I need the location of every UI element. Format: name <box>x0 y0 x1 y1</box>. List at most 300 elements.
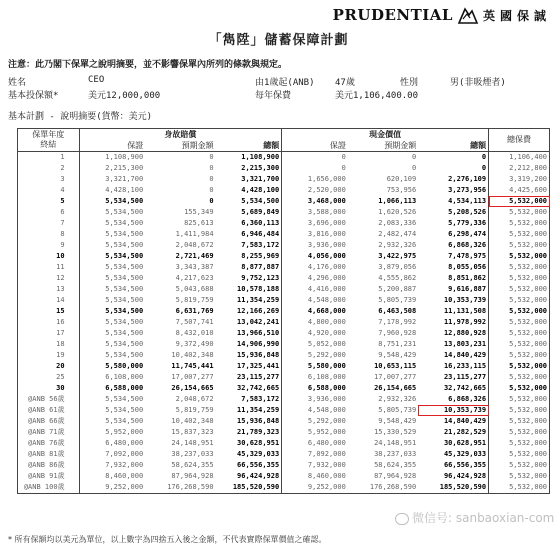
death-total: 8,255,969 <box>216 251 282 262</box>
death-projected: 0 <box>209 164 214 172</box>
row-year: 5 <box>18 196 80 207</box>
total-premium: 5,532,000 <box>489 449 550 460</box>
cash-total: 0 <box>418 163 488 174</box>
row-year: @ANB 81歲 <box>18 449 80 460</box>
death-total: 11,354,259 <box>216 405 282 416</box>
death-total: 2,215,300 <box>216 163 282 174</box>
watermark <box>395 509 554 526</box>
cash-projected: 9,548,429 <box>378 351 417 359</box>
table-row <box>18 394 550 405</box>
death-projected: 15,837,323 <box>171 428 214 436</box>
cash-guaranteed: 4,176,000 <box>307 263 346 271</box>
table-row <box>18 229 550 240</box>
row-year: 4 <box>18 185 80 196</box>
cash-projected: 2,482,474 <box>378 230 417 238</box>
cash-guaranteed: 6,480,000 <box>307 439 346 447</box>
cash-guaranteed: 3,696,000 <box>307 219 346 227</box>
cash-projected: 24,148,951 <box>374 439 417 447</box>
total-premium: 5,532,000 <box>489 427 550 438</box>
row-year: 8 <box>18 229 80 240</box>
sub-header-guaranteed: 保證 <box>79 140 145 152</box>
total-premium: 5,532,000 <box>489 295 550 306</box>
cash-total: 11,131,508 <box>418 306 488 317</box>
death-total: 185,520,590 <box>216 482 282 494</box>
cash-guaranteed: 5,052,000 <box>307 340 346 348</box>
death-total: 96,424,928 <box>216 471 282 482</box>
death-guaranteed: 5,534,500 <box>105 307 144 315</box>
table-row <box>18 163 550 174</box>
table-row <box>18 339 550 350</box>
total-premium: 5,532,000 <box>489 383 550 394</box>
total-premium: 5,532,000 <box>489 273 550 284</box>
cash-total: 10,353,739 <box>418 405 488 416</box>
cash-guaranteed: 3,468,000 <box>307 197 346 205</box>
section-title: 基本計劃 - 說明摘要(貨幣：美元) <box>8 112 153 122</box>
cash-projected: 5,200,887 <box>378 285 417 293</box>
death-projected: 10,402,348 <box>171 351 214 359</box>
footnote: * 所有保額均以美元為單位，以上數字為四捨五入後之金額，不代表實際保單價值之確認。 <box>8 535 327 544</box>
death-total: 3,321,700 <box>216 174 282 185</box>
row-year: 16 <box>18 317 80 328</box>
table-row <box>18 438 550 449</box>
death-projected: 5,819,759 <box>175 406 214 414</box>
total-premium: 5,532,000 <box>489 240 550 251</box>
sub-header-projected: 預期金額 <box>145 140 215 152</box>
death-projected: 26,154,665 <box>171 384 214 392</box>
row-year: @ANB 86歲 <box>18 460 80 471</box>
death-total: 14,906,990 <box>216 339 282 350</box>
total-premium: 5,532,000 <box>489 218 550 229</box>
death-projected: 0 <box>209 153 214 161</box>
death-guaranteed: 5,534,500 <box>105 241 144 249</box>
death-projected: 5,819,759 <box>175 296 214 304</box>
cash-projected: 3,879,056 <box>378 263 417 271</box>
cash-total: 0 <box>418 152 488 164</box>
row-year: 15 <box>18 306 80 317</box>
row-year: 2 <box>18 163 80 174</box>
death-projected: 10,402,348 <box>171 417 214 425</box>
death-total: 4,428,100 <box>216 185 282 196</box>
cash-projected: 6,463,508 <box>378 307 417 315</box>
death-projected: 0 <box>209 175 214 183</box>
age-value: 47歲 <box>335 78 355 88</box>
death-projected: 8,432,010 <box>175 329 214 337</box>
cash-total: 21,282,529 <box>418 427 488 438</box>
cash-total: 6,868,326 <box>418 240 488 251</box>
table-row <box>18 449 550 460</box>
row-year: 10 <box>18 251 80 262</box>
table-row <box>18 427 550 438</box>
death-guaranteed: 2,215,300 <box>105 164 144 172</box>
death-guaranteed: 7,932,000 <box>105 461 144 469</box>
cash-total: 8,851,862 <box>418 273 488 284</box>
death-total: 6,360,113 <box>216 218 282 229</box>
table-body <box>18 152 550 494</box>
row-year: 1 <box>18 152 80 164</box>
death-projected: 9,372,490 <box>175 340 214 348</box>
total-premium: 5,532,000 <box>489 405 550 416</box>
row-year: 25 <box>18 372 80 383</box>
cash-total: 7,478,975 <box>418 251 488 262</box>
cash-guaranteed: 3,936,000 <box>307 241 346 249</box>
cash-projected: 1,620,526 <box>378 208 417 216</box>
cash-guaranteed: 2,520,000 <box>307 186 346 194</box>
sub-header-total: 總額 <box>418 140 488 152</box>
total-premium: 5,532,000 <box>489 284 550 295</box>
death-total: 5,689,849 <box>216 207 282 218</box>
cash-total: 12,880,928 <box>418 328 488 339</box>
cash-total: 9,616,887 <box>418 284 488 295</box>
death-guaranteed: 8,460,000 <box>105 472 144 480</box>
cash-total: 6,298,474 <box>418 229 488 240</box>
total-premium: 5,532,000 <box>489 229 550 240</box>
total-premium: 5,532,000 <box>489 438 550 449</box>
death-projected: 2,721,469 <box>175 252 214 260</box>
death-total: 1,108,900 <box>216 152 282 164</box>
death-total: 6,946,484 <box>216 229 282 240</box>
row-year: @ANB 66歲 <box>18 416 80 427</box>
brand-name-en: PRUDENTIAL <box>332 6 453 24</box>
death-total: 8,877,887 <box>216 262 282 273</box>
death-total: 7,583,172 <box>216 394 282 405</box>
page-title: 「雋陞」儲蓄保障計劃 <box>208 33 349 48</box>
death-projected: 155,349 <box>184 208 214 216</box>
death-total: 13,966,510 <box>216 328 282 339</box>
death-projected: 0 <box>209 186 214 194</box>
death-guaranteed: 5,534,500 <box>105 406 144 414</box>
cash-guaranteed: 4,548,000 <box>307 406 346 414</box>
death-guaranteed: 5,534,500 <box>105 417 144 425</box>
death-guaranteed: 9,252,000 <box>79 482 145 494</box>
cash-total: 13,803,231 <box>418 339 488 350</box>
death-projected: 1,411,984 <box>175 230 214 238</box>
death-total: 13,042,241 <box>216 317 282 328</box>
table-row <box>18 460 550 471</box>
cash-projected: 0 <box>412 153 417 161</box>
cash-guaranteed: 3,816,000 <box>307 230 346 238</box>
table-row <box>18 185 550 196</box>
sex-label: 性別 <box>400 78 419 88</box>
table-row <box>18 416 550 427</box>
total-premium: 5,532,000 <box>489 306 550 317</box>
death-guaranteed: 5,952,000 <box>105 428 144 436</box>
row-year: 30 <box>18 383 80 394</box>
death-projected: 176,268,590 <box>145 482 215 494</box>
cash-projected: 58,624,355 <box>374 461 417 469</box>
cash-projected: 176,268,590 <box>348 482 418 494</box>
cash-guaranteed: 4,548,000 <box>307 296 346 304</box>
death-total: 32,742,665 <box>216 383 282 394</box>
row-year: 17 <box>18 328 80 339</box>
prudential-rock-logo-icon <box>457 5 479 25</box>
death-projected: 11,745,441 <box>171 362 214 370</box>
table-row <box>18 405 550 416</box>
cash-projected: 2,932,326 <box>378 395 417 403</box>
cash-total: 14,840,429 <box>418 416 488 427</box>
death-guaranteed: 5,534,500 <box>105 274 144 282</box>
cash-total: 2,276,109 <box>418 174 488 185</box>
cash-projected: 10,653,115 <box>374 362 417 370</box>
table-row <box>18 471 550 482</box>
brand-header <box>333 4 551 26</box>
cash-guaranteed: 5,952,000 <box>307 428 346 436</box>
death-projected: 3,343,387 <box>175 263 214 271</box>
death-projected: 38,237,033 <box>171 450 214 458</box>
cash-total: 66,556,355 <box>418 460 488 471</box>
cash-projected: 2,932,326 <box>378 241 417 249</box>
row-year: 9 <box>18 240 80 251</box>
death-guaranteed: 5,534,500 <box>105 263 144 271</box>
cash-projected: 753,956 <box>386 186 417 194</box>
cash-guaranteed: 4,056,000 <box>307 252 346 260</box>
total-premium: 5,532,000 <box>489 328 550 339</box>
death-projected: 0 <box>209 197 214 205</box>
cash-guaranteed: 3,588,000 <box>307 208 346 216</box>
cash-guaranteed: 5,292,000 <box>307 351 346 359</box>
death-total: 10,578,188 <box>216 284 282 295</box>
table-row <box>18 482 550 494</box>
death-total: 45,329,033 <box>216 449 282 460</box>
cash-projected: 87,964,928 <box>374 472 417 480</box>
table-row <box>18 295 550 306</box>
note-text: 此乃閣下保單之說明摘要，並不影響保單內所列的條款與規定。 <box>35 60 288 70</box>
table-row <box>18 284 550 295</box>
death-projected: 2,048,672 <box>175 241 214 249</box>
death-projected: 825,613 <box>184 219 214 227</box>
total-premium: 5,532,000 <box>489 196 550 207</box>
death-guaranteed: 6,108,000 <box>105 373 144 381</box>
row-year: 19 <box>18 350 80 361</box>
death-projected: 5,043,688 <box>175 285 214 293</box>
cash-projected: 26,154,665 <box>374 384 417 392</box>
death-projected: 17,007,277 <box>171 373 214 381</box>
cash-guaranteed: 6,108,000 <box>307 373 346 381</box>
row-year: 18 <box>18 339 80 350</box>
brand-name-zh: 英國保誠 <box>482 8 551 23</box>
death-guaranteed: 5,534,500 <box>105 219 144 227</box>
death-guaranteed: 6,588,000 <box>105 384 144 392</box>
illustration-table <box>17 128 550 494</box>
cash-guaranteed: 0 <box>341 164 346 172</box>
death-total: 9,752,123 <box>216 273 282 284</box>
sub-header-projected: 預期金額 <box>348 140 418 152</box>
cash-total: 30,628,951 <box>418 438 488 449</box>
row-year: 11 <box>18 262 80 273</box>
cash-guaranteed: 3,936,000 <box>307 395 346 403</box>
death-projected: 24,148,951 <box>171 439 214 447</box>
row-year: 12 <box>18 273 80 284</box>
group-header-death-benefit: 身故賠償 <box>79 129 282 141</box>
death-guaranteed: 5,534,500 <box>105 197 144 205</box>
table-row <box>18 174 550 185</box>
death-projected: 7,507,741 <box>175 318 214 326</box>
row-year: 14 <box>18 295 80 306</box>
table-row <box>18 240 550 251</box>
row-year: 13 <box>18 284 80 295</box>
death-guaranteed: 5,534,500 <box>105 329 144 337</box>
table-row <box>18 251 550 262</box>
cash-total: 3,273,956 <box>418 185 488 196</box>
cash-total: 11,978,992 <box>418 317 488 328</box>
cash-total: 10,353,739 <box>418 295 488 306</box>
sub-header-total: 總額 <box>216 140 282 152</box>
death-guaranteed: 5,534,500 <box>105 208 144 216</box>
cash-projected: 5,805,739 <box>378 296 417 304</box>
table-row <box>18 383 550 394</box>
death-guaranteed: 5,534,500 <box>105 230 144 238</box>
death-guaranteed: 3,321,700 <box>105 175 144 183</box>
total-premium: 5,532,000 <box>489 460 550 471</box>
row-year: @ANB 61歲 <box>18 405 80 416</box>
cash-total: 23,115,277 <box>418 372 488 383</box>
name-value: CEO <box>88 75 105 85</box>
death-total: 23,115,277 <box>216 372 282 383</box>
cash-projected: 2,083,336 <box>378 219 417 227</box>
death-guaranteed: 1,108,900 <box>105 153 144 161</box>
death-total: 7,583,172 <box>216 240 282 251</box>
total-premium: 5,532,000 <box>489 317 550 328</box>
total-premium: 5,532,000 <box>489 251 550 262</box>
cash-total: 45,329,033 <box>418 449 488 460</box>
cash-projected: 17,007,277 <box>374 373 417 381</box>
cash-projected: 4,555,862 <box>378 274 417 282</box>
cash-total: 32,742,665 <box>418 383 488 394</box>
total-premium: 4,425,600 <box>489 185 550 196</box>
death-guaranteed: 5,534,500 <box>105 285 144 293</box>
total-premium: 5,532,000 <box>489 471 550 482</box>
row-year: @ANB 91歲 <box>18 471 80 482</box>
death-projected: 58,624,355 <box>171 461 214 469</box>
cash-projected: 1,066,113 <box>378 197 417 205</box>
row-year: 3 <box>18 174 80 185</box>
row-year: 6 <box>18 207 80 218</box>
total-premium: 5,532,000 <box>489 361 550 372</box>
note-label: 注意： <box>8 60 36 70</box>
cash-projected: 7,178,992 <box>378 318 417 326</box>
death-guaranteed: 7,092,000 <box>105 450 144 458</box>
total-premium: 5,532,000 <box>489 262 550 273</box>
table-row <box>18 372 550 383</box>
annual-premium-label: 每年保費 <box>255 91 292 101</box>
cash-total: 6,868,326 <box>418 394 488 405</box>
name-label: 姓名 <box>8 78 27 88</box>
table-row <box>18 218 550 229</box>
death-guaranteed: 5,534,500 <box>105 296 144 304</box>
total-premium: 2,212,800 <box>489 163 550 174</box>
total-premium: 5,532,000 <box>489 394 550 405</box>
cash-guaranteed: 4,800,000 <box>307 318 346 326</box>
disclaimer-note <box>8 57 287 70</box>
death-total: 5,534,500 <box>216 196 282 207</box>
death-total: 12,166,269 <box>216 306 282 317</box>
cash-guaranteed: 4,920,000 <box>307 329 346 337</box>
cash-total: 5,208,526 <box>418 207 488 218</box>
cash-projected: 38,237,033 <box>374 450 417 458</box>
death-guaranteed: 5,534,500 <box>105 395 144 403</box>
row-year: 7 <box>18 218 80 229</box>
total-premium: 5,532,000 <box>489 372 550 383</box>
row-year: @ANB 71歲 <box>18 427 80 438</box>
cash-guaranteed: 4,416,000 <box>307 285 346 293</box>
death-total: 15,936,848 <box>216 416 282 427</box>
col-header-total-premium: 總保費 <box>489 129 550 152</box>
table-row <box>18 361 550 372</box>
cash-guaranteed: 7,092,000 <box>307 450 346 458</box>
sub-header-guaranteed: 保證 <box>282 140 348 152</box>
row-year: 20 <box>18 361 80 372</box>
cash-guaranteed: 0 <box>341 153 346 161</box>
row-year: @ANB 100歲 <box>18 482 80 494</box>
table-row <box>18 350 550 361</box>
wechat-icon <box>395 513 409 525</box>
table-row <box>18 273 550 284</box>
row-year: @ANB 56歲 <box>18 394 80 405</box>
cash-guaranteed: 4,668,000 <box>307 307 346 315</box>
cash-total: 96,424,928 <box>418 471 488 482</box>
death-projected: 87,964,928 <box>171 472 214 480</box>
sum-assured-label: 基本投保額* <box>8 91 59 101</box>
total-premium: 5,532,000 <box>489 350 550 361</box>
death-total: 21,789,323 <box>216 427 282 438</box>
cash-guaranteed: 8,460,000 <box>307 472 346 480</box>
cash-projected: 7,960,928 <box>378 329 417 337</box>
total-premium: 3,319,200 <box>489 174 550 185</box>
death-total: 17,325,441 <box>216 361 282 372</box>
sum-assured-value: 美元12,000,000 <box>88 91 161 101</box>
cash-total: 14,840,429 <box>418 350 488 361</box>
cash-guaranteed: 5,580,000 <box>307 362 346 370</box>
col-header-year: 保單年度 終結 <box>18 129 80 152</box>
death-guaranteed: 5,534,500 <box>105 351 144 359</box>
table-row <box>18 328 550 339</box>
total-premium: 5,532,000 <box>489 339 550 350</box>
death-total: 66,556,355 <box>216 460 282 471</box>
table-row <box>18 207 550 218</box>
cash-projected: 3,422,975 <box>378 252 417 260</box>
table-row <box>18 306 550 317</box>
row-year: @ANB 76歲 <box>18 438 80 449</box>
annual-premium-value: 美元1,106,400.00 <box>335 91 419 101</box>
death-projected: 4,217,623 <box>175 274 214 282</box>
group-header-cash-value: 現金價值 <box>282 129 489 141</box>
cash-projected: 5,805,739 <box>378 406 417 414</box>
total-premium: 5,532,000 <box>489 207 550 218</box>
death-guaranteed: 5,534,500 <box>105 340 144 348</box>
table-row <box>18 196 550 207</box>
watermark-text: 微信号: sanbaoxian-com <box>412 511 555 525</box>
death-total: 11,354,259 <box>216 295 282 306</box>
cash-guaranteed: 1,656,000 <box>307 175 346 183</box>
total-premium: 5,532,000 <box>489 416 550 427</box>
cash-total: 5,779,336 <box>418 218 488 229</box>
age-label: 由1歲起(ANB) <box>255 78 315 88</box>
table-row <box>18 152 550 164</box>
death-guaranteed: 5,534,500 <box>105 252 144 260</box>
cash-guaranteed: 9,252,000 <box>282 482 348 494</box>
sex-value: 男(非吸煙者) <box>450 78 506 88</box>
cash-total: 8,055,056 <box>418 262 488 273</box>
death-guaranteed: 5,580,000 <box>105 362 144 370</box>
cash-total: 4,534,113 <box>418 196 488 207</box>
cash-guaranteed: 4,296,000 <box>307 274 346 282</box>
cash-total: 185,520,590 <box>418 482 488 494</box>
cash-projected: 9,548,429 <box>378 417 417 425</box>
cash-guaranteed: 7,932,000 <box>307 461 346 469</box>
table-row <box>18 317 550 328</box>
total-premium: 1,106,400 <box>489 152 550 164</box>
cash-guaranteed: 6,588,000 <box>307 384 346 392</box>
total-premium: 5,532,000 <box>489 482 550 494</box>
